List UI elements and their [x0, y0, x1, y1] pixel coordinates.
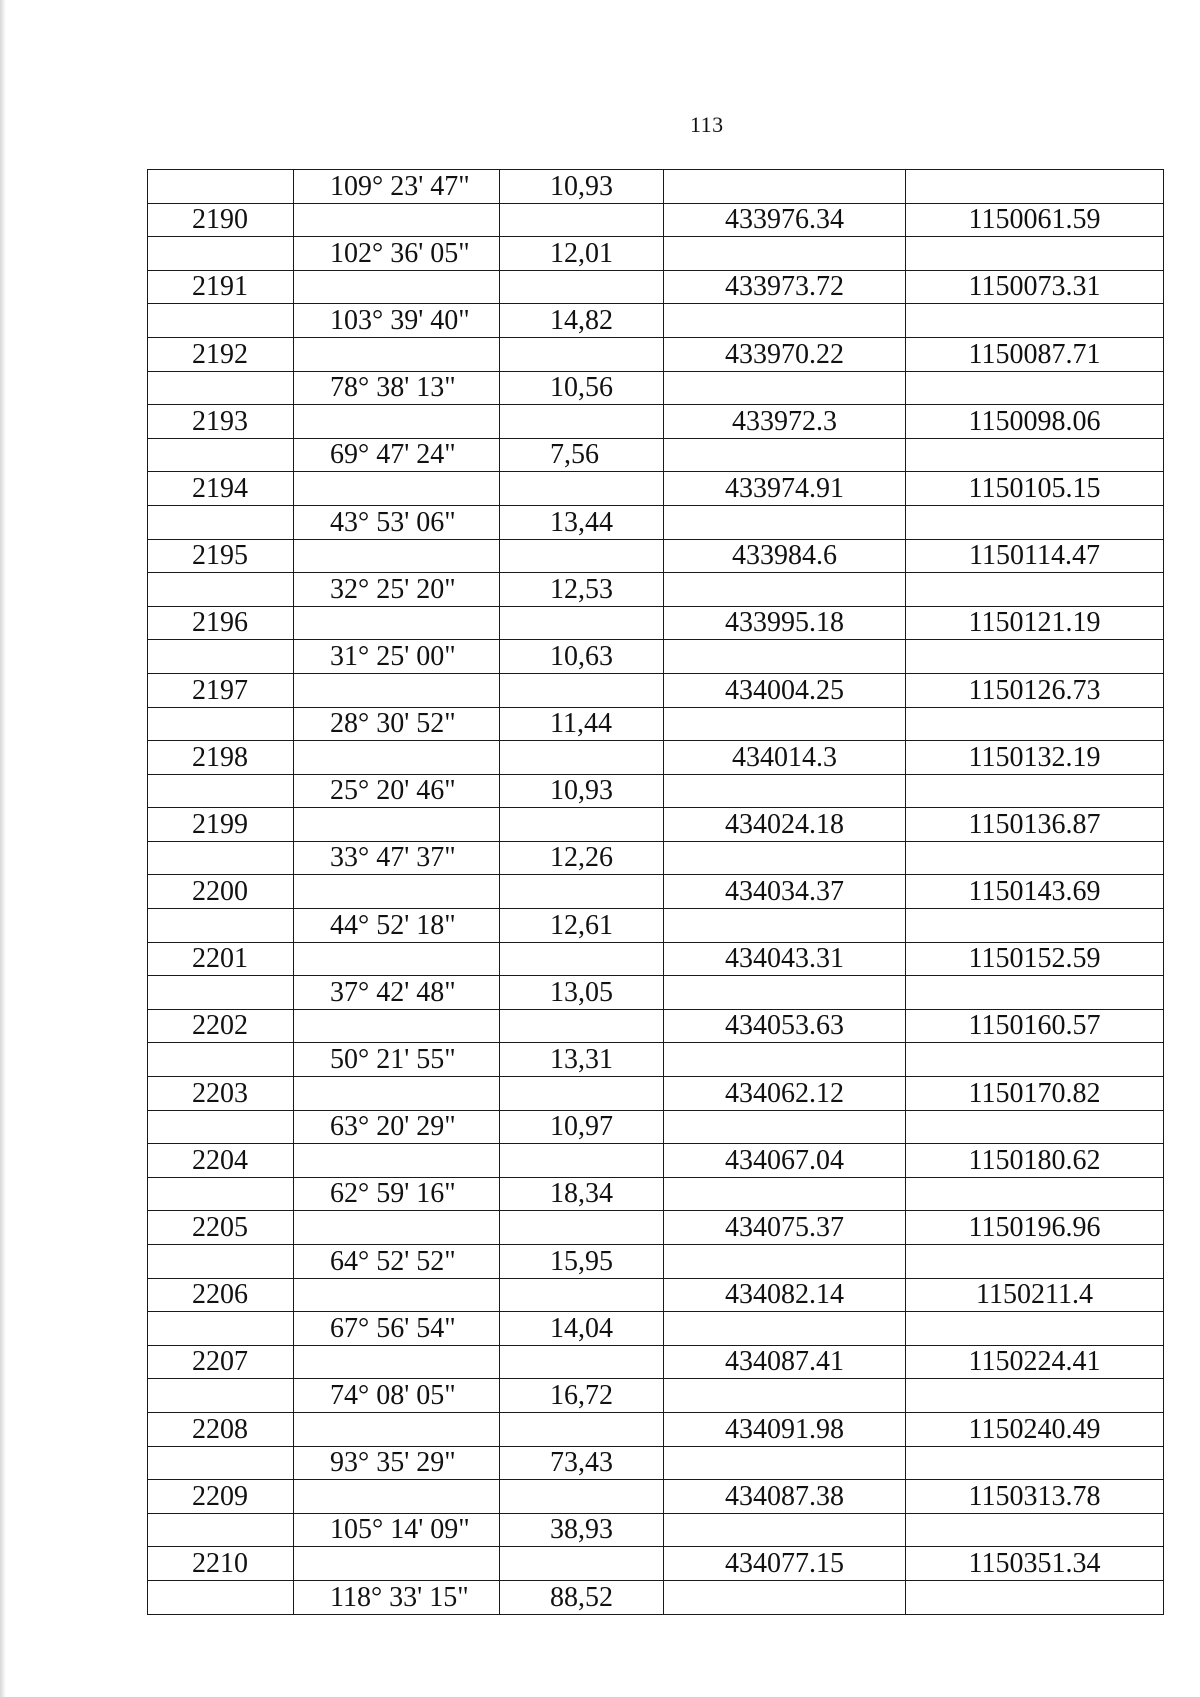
y-coordinate-cell: [906, 1110, 1164, 1144]
distance-cell: [500, 741, 664, 775]
table-row: [148, 741, 1164, 775]
y-coordinate-cell: 1150136.87: [906, 808, 1164, 842]
y-coordinate-cell: [906, 841, 1164, 875]
table-row: [148, 1245, 1164, 1279]
direction-angle-cell: [294, 1077, 500, 1111]
y-coordinate-cell: 1150351.34: [906, 1547, 1164, 1581]
table-row: [148, 1009, 1164, 1043]
y-coordinate-cell: 1150180.62: [906, 1144, 1164, 1178]
point-number-cell: [148, 505, 294, 539]
x-coordinate-cell: 434075.37: [664, 1211, 906, 1245]
table-row: [148, 707, 1164, 741]
y-coordinate-cell: [906, 438, 1164, 472]
direction-angle-cell: [294, 942, 500, 976]
table-row: [148, 337, 1164, 371]
point-number-cell: [148, 573, 294, 607]
direction-angle-cell: 62° 59' 16": [294, 1177, 500, 1211]
direction-angle-cell: [294, 1345, 500, 1379]
distance-cell: [500, 270, 664, 304]
direction-angle-cell: [294, 1547, 500, 1581]
y-coordinate-cell: [906, 237, 1164, 271]
y-coordinate-cell: [906, 1513, 1164, 1547]
x-coordinate-cell: 434014.3: [664, 741, 906, 775]
distance-cell: 13,05: [500, 976, 664, 1010]
y-coordinate-cell: [906, 909, 1164, 943]
direction-angle-cell: 50° 21' 55": [294, 1043, 500, 1077]
x-coordinate-cell: [664, 640, 906, 674]
distance-cell: [500, 673, 664, 707]
y-coordinate-cell: [906, 505, 1164, 539]
y-coordinate-cell: 1150170.82: [906, 1077, 1164, 1111]
distance-cell: [500, 405, 664, 439]
distance-cell: 12,61: [500, 909, 664, 943]
table-row: [148, 203, 1164, 237]
table-row: [148, 1312, 1164, 1346]
y-coordinate-cell: [906, 707, 1164, 741]
distance-cell: 18,34: [500, 1177, 664, 1211]
point-number-cell: [148, 1177, 294, 1211]
x-coordinate-cell: [664, 170, 906, 204]
table-row: [148, 539, 1164, 573]
x-coordinate-cell: [664, 438, 906, 472]
x-coordinate-cell: 434024.18: [664, 808, 906, 842]
point-number-cell: [148, 1110, 294, 1144]
direction-angle-cell: [294, 270, 500, 304]
direction-angle-cell: [294, 1412, 500, 1446]
x-coordinate-cell: [664, 1446, 906, 1480]
table-row: [148, 841, 1164, 875]
table-row: [148, 1513, 1164, 1547]
point-number-cell: 2203: [148, 1077, 294, 1111]
table-row: [148, 1345, 1164, 1379]
distance-cell: 11,44: [500, 707, 664, 741]
x-coordinate-cell: [664, 505, 906, 539]
distance-cell: [500, 1278, 664, 1312]
direction-angle-cell: [294, 405, 500, 439]
table-row: [148, 573, 1164, 607]
y-coordinate-cell: [906, 1379, 1164, 1413]
table-row: [148, 270, 1164, 304]
table-row: [148, 1043, 1164, 1077]
table-row: [148, 606, 1164, 640]
point-number-cell: [148, 1379, 294, 1413]
x-coordinate-cell: 434043.31: [664, 942, 906, 976]
x-coordinate-cell: [664, 1245, 906, 1279]
x-coordinate-cell: [664, 909, 906, 943]
y-coordinate-cell: 1150061.59: [906, 203, 1164, 237]
table-row: [148, 472, 1164, 506]
distance-cell: [500, 1480, 664, 1514]
table-row: [148, 170, 1164, 204]
point-number-cell: 2204: [148, 1144, 294, 1178]
y-coordinate-cell: 1150143.69: [906, 875, 1164, 909]
point-number-cell: 2201: [148, 942, 294, 976]
point-number-cell: [148, 1580, 294, 1614]
y-coordinate-cell: 1150224.41: [906, 1345, 1164, 1379]
x-coordinate-cell: 434077.15: [664, 1547, 906, 1581]
direction-angle-cell: [294, 1278, 500, 1312]
direction-angle-cell: 32° 25' 20": [294, 573, 500, 607]
direction-angle-cell: 33° 47' 37": [294, 841, 500, 875]
x-coordinate-cell: 434004.25: [664, 673, 906, 707]
point-number-cell: 2195: [148, 539, 294, 573]
point-number-cell: 2210: [148, 1547, 294, 1581]
table-row: [148, 673, 1164, 707]
distance-cell: [500, 875, 664, 909]
y-coordinate-cell: 1150073.31: [906, 270, 1164, 304]
x-coordinate-cell: 433970.22: [664, 337, 906, 371]
y-coordinate-cell: [906, 1580, 1164, 1614]
point-number-cell: 2196: [148, 606, 294, 640]
distance-cell: 10,97: [500, 1110, 664, 1144]
point-number-cell: [148, 237, 294, 271]
x-coordinate-cell: 433984.6: [664, 539, 906, 573]
x-coordinate-cell: [664, 304, 906, 338]
y-coordinate-cell: [906, 1245, 1164, 1279]
direction-angle-cell: 28° 30' 52": [294, 707, 500, 741]
x-coordinate-cell: [664, 573, 906, 607]
direction-angle-cell: [294, 808, 500, 842]
point-number-cell: [148, 841, 294, 875]
y-coordinate-cell: [906, 1446, 1164, 1480]
direction-angle-cell: 69° 47' 24": [294, 438, 500, 472]
point-number-cell: [148, 438, 294, 472]
direction-angle-cell: [294, 1211, 500, 1245]
point-number-cell: 2202: [148, 1009, 294, 1043]
distance-cell: 13,31: [500, 1043, 664, 1077]
distance-cell: 88,52: [500, 1580, 664, 1614]
direction-angle-cell: [294, 539, 500, 573]
table-row: [148, 1278, 1164, 1312]
x-coordinate-cell: 434087.41: [664, 1345, 906, 1379]
y-coordinate-cell: 1150126.73: [906, 673, 1164, 707]
x-coordinate-cell: 434082.14: [664, 1278, 906, 1312]
y-coordinate-cell: [906, 640, 1164, 674]
point-number-cell: [148, 1245, 294, 1279]
distance-cell: [500, 1345, 664, 1379]
table-row: [148, 1446, 1164, 1480]
x-coordinate-cell: 433974.91: [664, 472, 906, 506]
x-coordinate-cell: [664, 1379, 906, 1413]
distance-cell: [500, 337, 664, 371]
x-coordinate-cell: [664, 1513, 906, 1547]
table-row: [148, 371, 1164, 405]
distance-cell: 10,63: [500, 640, 664, 674]
distance-cell: [500, 1211, 664, 1245]
point-number-cell: 2199: [148, 808, 294, 842]
x-coordinate-cell: [664, 1312, 906, 1346]
y-coordinate-cell: [906, 170, 1164, 204]
point-number-cell: 2194: [148, 472, 294, 506]
x-coordinate-cell: 433973.72: [664, 270, 906, 304]
x-coordinate-cell: [664, 976, 906, 1010]
y-coordinate-cell: 1150196.96: [906, 1211, 1164, 1245]
direction-angle-cell: 25° 20' 46": [294, 774, 500, 808]
distance-cell: 14,04: [500, 1312, 664, 1346]
x-coordinate-cell: 434034.37: [664, 875, 906, 909]
x-coordinate-cell: 434053.63: [664, 1009, 906, 1043]
x-coordinate-cell: [664, 237, 906, 271]
table-row: [148, 1547, 1164, 1581]
direction-angle-cell: 105° 14' 09": [294, 1513, 500, 1547]
y-coordinate-cell: 1150114.47: [906, 539, 1164, 573]
distance-cell: [500, 1144, 664, 1178]
x-coordinate-cell: 433995.18: [664, 606, 906, 640]
direction-angle-cell: 67° 56' 54": [294, 1312, 500, 1346]
y-coordinate-cell: 1150152.59: [906, 942, 1164, 976]
point-number-cell: 2207: [148, 1345, 294, 1379]
point-number-cell: [148, 640, 294, 674]
distance-cell: 38,93: [500, 1513, 664, 1547]
table-row: [148, 1412, 1164, 1446]
table-row: [148, 774, 1164, 808]
direction-angle-cell: 37° 42' 48": [294, 976, 500, 1010]
page-number: 113: [690, 112, 724, 137]
direction-angle-cell: [294, 472, 500, 506]
point-number-cell: 2191: [148, 270, 294, 304]
table-row: [148, 909, 1164, 943]
x-coordinate-cell: 433976.34: [664, 203, 906, 237]
point-number-cell: 2209: [148, 1480, 294, 1514]
direction-angle-cell: 93° 35' 29": [294, 1446, 500, 1480]
y-coordinate-cell: [906, 976, 1164, 1010]
table-row: [148, 1379, 1164, 1413]
direction-angle-cell: 63° 20' 29": [294, 1110, 500, 1144]
direction-angle-cell: 103° 39' 40": [294, 304, 500, 338]
direction-angle-cell: 118° 33' 15": [294, 1580, 500, 1614]
distance-cell: 12,01: [500, 237, 664, 271]
point-number-cell: [148, 774, 294, 808]
distance-cell: [500, 1077, 664, 1111]
table-row: [148, 505, 1164, 539]
y-coordinate-cell: 1150105.15: [906, 472, 1164, 506]
distance-cell: 73,43: [500, 1446, 664, 1480]
direction-angle-cell: [294, 741, 500, 775]
table-row: [148, 1480, 1164, 1514]
point-number-cell: 2206: [148, 1278, 294, 1312]
point-number-cell: [148, 170, 294, 204]
table-row: [148, 237, 1164, 271]
table-row: [148, 640, 1164, 674]
direction-angle-cell: 43° 53' 06": [294, 505, 500, 539]
direction-angle-cell: 74° 08' 05": [294, 1379, 500, 1413]
point-number-cell: 2205: [148, 1211, 294, 1245]
point-number-cell: [148, 1312, 294, 1346]
point-number-cell: [148, 304, 294, 338]
table-row: [148, 1211, 1164, 1245]
point-number-cell: 2208: [148, 1412, 294, 1446]
y-coordinate-cell: 1150211.4: [906, 1278, 1164, 1312]
table-row: [148, 808, 1164, 842]
x-coordinate-cell: [664, 774, 906, 808]
y-coordinate-cell: 1150240.49: [906, 1412, 1164, 1446]
y-coordinate-cell: [906, 1043, 1164, 1077]
point-number-cell: 2200: [148, 875, 294, 909]
distance-cell: 12,26: [500, 841, 664, 875]
distance-cell: 13,44: [500, 505, 664, 539]
point-number-cell: [148, 371, 294, 405]
direction-angle-cell: [294, 606, 500, 640]
direction-angle-cell: [294, 1144, 500, 1178]
x-coordinate-cell: 434087.38: [664, 1480, 906, 1514]
x-coordinate-cell: [664, 707, 906, 741]
point-number-cell: 2190: [148, 203, 294, 237]
table-row: [148, 1110, 1164, 1144]
distance-cell: 10,93: [500, 170, 664, 204]
y-coordinate-cell: [906, 1312, 1164, 1346]
point-number-cell: 2197: [148, 673, 294, 707]
x-coordinate-cell: [664, 841, 906, 875]
direction-angle-cell: 109° 23' 47": [294, 170, 500, 204]
direction-angle-cell: [294, 875, 500, 909]
direction-angle-cell: 31° 25' 00": [294, 640, 500, 674]
coordinates-table: [147, 169, 1164, 1615]
x-coordinate-cell: [664, 1177, 906, 1211]
y-coordinate-cell: 1150313.78: [906, 1480, 1164, 1514]
distance-cell: 16,72: [500, 1379, 664, 1413]
x-coordinate-cell: [664, 1110, 906, 1144]
y-coordinate-cell: 1150121.19: [906, 606, 1164, 640]
coordinates-table-body: [148, 170, 1164, 1615]
table-row: [148, 942, 1164, 976]
distance-cell: 12,53: [500, 573, 664, 607]
distance-cell: [500, 1547, 664, 1581]
point-number-cell: [148, 1446, 294, 1480]
distance-cell: [500, 808, 664, 842]
scan-edge-shadow: [0, 0, 6, 1697]
distance-cell: [500, 539, 664, 573]
point-number-cell: [148, 909, 294, 943]
y-coordinate-cell: 1150160.57: [906, 1009, 1164, 1043]
direction-angle-cell: [294, 1009, 500, 1043]
table-row: [148, 1077, 1164, 1111]
y-coordinate-cell: [906, 304, 1164, 338]
distance-cell: 10,93: [500, 774, 664, 808]
point-number-cell: [148, 707, 294, 741]
x-coordinate-cell: 434091.98: [664, 1412, 906, 1446]
y-coordinate-cell: 1150132.19: [906, 741, 1164, 775]
point-number-cell: 2198: [148, 741, 294, 775]
x-coordinate-cell: [664, 1043, 906, 1077]
table-row: [148, 1144, 1164, 1178]
y-coordinate-cell: [906, 371, 1164, 405]
table-row: [148, 1177, 1164, 1211]
y-coordinate-cell: 1150087.71: [906, 337, 1164, 371]
distance-cell: 10,56: [500, 371, 664, 405]
y-coordinate-cell: 1150098.06: [906, 405, 1164, 439]
table-row: [148, 405, 1164, 439]
direction-angle-cell: [294, 203, 500, 237]
distance-cell: 14,82: [500, 304, 664, 338]
table-row: [148, 1580, 1164, 1614]
direction-angle-cell: 102° 36' 05": [294, 237, 500, 271]
distance-cell: 15,95: [500, 1245, 664, 1279]
distance-cell: [500, 1412, 664, 1446]
x-coordinate-cell: 433972.3: [664, 405, 906, 439]
direction-angle-cell: 44° 52' 18": [294, 909, 500, 943]
table-row: [148, 304, 1164, 338]
table-row: [148, 438, 1164, 472]
distance-cell: 7,56: [500, 438, 664, 472]
direction-angle-cell: [294, 673, 500, 707]
point-number-cell: [148, 1513, 294, 1547]
x-coordinate-cell: 434067.04: [664, 1144, 906, 1178]
point-number-cell: 2192: [148, 337, 294, 371]
y-coordinate-cell: [906, 1177, 1164, 1211]
direction-angle-cell: [294, 337, 500, 371]
direction-angle-cell: 64° 52' 52": [294, 1245, 500, 1279]
table-row: [148, 976, 1164, 1010]
point-number-cell: [148, 976, 294, 1010]
direction-angle-cell: 78° 38' 13": [294, 371, 500, 405]
y-coordinate-cell: [906, 573, 1164, 607]
direction-angle-cell: [294, 1480, 500, 1514]
distance-cell: [500, 203, 664, 237]
table-row: [148, 875, 1164, 909]
distance-cell: [500, 606, 664, 640]
distance-cell: [500, 942, 664, 976]
point-number-cell: [148, 1043, 294, 1077]
x-coordinate-cell: [664, 371, 906, 405]
x-coordinate-cell: [664, 1580, 906, 1614]
distance-cell: [500, 1009, 664, 1043]
distance-cell: [500, 472, 664, 506]
y-coordinate-cell: [906, 774, 1164, 808]
x-coordinate-cell: 434062.12: [664, 1077, 906, 1111]
point-number-cell: 2193: [148, 405, 294, 439]
